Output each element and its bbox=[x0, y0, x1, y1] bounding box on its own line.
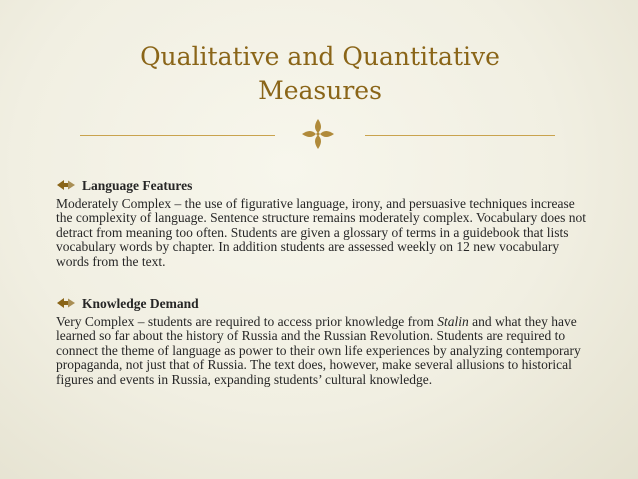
section-body-knowledge-italic: Stalin bbox=[437, 314, 469, 329]
title-line-2: Measures bbox=[258, 76, 382, 105]
ornament-bullet-icon bbox=[56, 296, 76, 310]
section-body-language: Moderately Complex – the use of figurative language, irony, and persuasive techniques increase the complexity of language. Sentence structure remains moderately complex. Vocabulary does not detract from meaning too often. Students are given a glossary of terms in a guidebook that lists vocabulary words by chapter. In addition students are assessed weekly on 12 new vocabulary words from the text. bbox=[56, 196, 586, 269]
section-heading-knowledge-text: Knowledge Demand bbox=[82, 296, 199, 311]
title-rule-left bbox=[80, 135, 275, 136]
section-heading-knowledge bbox=[56, 296, 199, 312]
section-body-knowledge-pre: Very Complex – students are required to access prior knowledge from bbox=[56, 314, 438, 329]
section-heading-language bbox=[56, 178, 192, 194]
ornament-cross-icon bbox=[298, 116, 338, 152]
slide-title bbox=[80, 40, 560, 108]
section-heading-language-text: Language Features bbox=[82, 178, 193, 193]
title-rule-right bbox=[365, 135, 555, 136]
section-body-knowledge-post: and what they have learned so far about the history of Russia and the Russian Revolution. Students are required to connect the theme of language as power to their own life experiences by analyzing contemporary propaganda, not just that of Russia. The text does, however, make several allusions to historical figures and events in Russia, expanding students’ cultural knowledge. bbox=[56, 314, 581, 387]
section-body-knowledge bbox=[56, 315, 586, 387]
title-line-1: Qualitative and Quantitative bbox=[140, 42, 500, 71]
ornament-bullet-icon bbox=[56, 178, 76, 192]
